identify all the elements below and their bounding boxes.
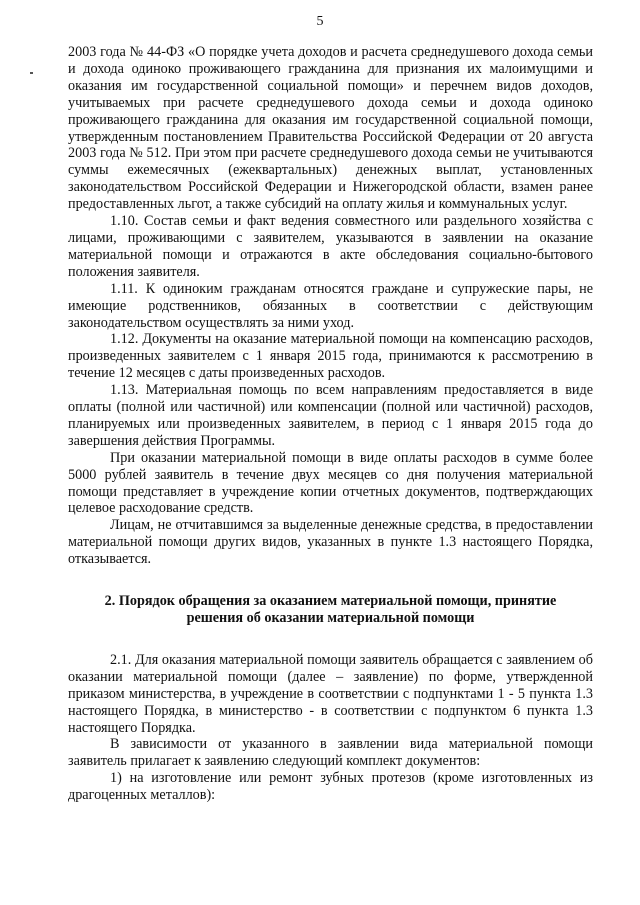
paragraph-income-rules: 2003 года № 44-ФЗ «О порядке учета доходов и расчета среднедушевого дохода семьи и дохода одиноко проживающего гражданина для признания их малоимущими и оказания им государственной социальной помощи» и перечнем видов доходов, учитываемых при расчете среднедушевого дохода семьи и дохода одиноко проживающего гражданина для оказания им государственной социальной помощи, утвержденным постановлением Правительства Российской Федерации от 20 августа 2003 года № 512. При этом при расчете среднедушевого дохода семьи не учитываются суммы ежемесячных (ежеквартальных) денежных выплат, установленных законодательством Российской Федерации и Нижегородской области, взамен ранее предоставленных льгот, а также субсидий на оплату жилья и коммунальных услуг. bbox=[68, 44, 593, 213]
paragraph-1-13: 1.13. Материальная помощь по всем направлениям предоставляется в виде оплаты (полной или частичной) или компенсации (полной или частичной) расходов, планируемых или произведенных заявителем, в период с 1 января 2015 года до завершения действия Программы. bbox=[68, 382, 593, 449]
paragraph-refusal: Лицам, не отчитавшимся за выделенные денежные средства, в предоставлении материальной помощи других видов, указанных в пункте 1.3 настоящего Порядка, отказывается. bbox=[68, 517, 593, 568]
section-heading-line-2: решения об оказании материальной помощи bbox=[186, 610, 475, 626]
scan-artifact-mark bbox=[30, 72, 33, 74]
paragraph-1-12: 1.12. Документы на оказание материальной помощи на компенсацию расходов, произведенных заявителем с 1 января 2015 года, принимаются к рассмотрению в течение 12 месяцев с даты произведенных расходов. bbox=[68, 331, 593, 382]
paragraph-payment-reporting: При оказании материальной помощи в виде оплаты расходов в сумме более 5000 рублей заявитель в течение двух месяцев со дня получения материальной помощи представляет в учреждение копии отчетных документов, подтверждающих целевое расходование средств. bbox=[68, 449, 593, 517]
paragraph-documents-set: В зависимости от указанного в заявлении вида материальной помощи заявитель прилагает к заявлению следующий комплект документов: bbox=[68, 736, 593, 770]
section-heading-line-1: 2. Порядок обращения за оказанием материальной помощи, принятие bbox=[104, 593, 557, 610]
paragraph-1-10: 1.10. Состав семьи и факт ведения совместного или раздельного хозяйства с лицами, проживающими с заявителем, указываются в заявлении на оказание материальной помощи и отражаются в акте обследования социально-бытового положения заявителя. bbox=[68, 213, 593, 280]
section-heading bbox=[68, 593, 593, 627]
document-body bbox=[68, 44, 593, 804]
paragraph-2-1: 2.1. Для оказания материальной помощи заявитель обращается с заявлением об оказании материальной помощи (далее – заявление) по форме, утвержденной приказом министерства, в учреждение в соответствии с подпунктами 1 - 5 пункта 1.3 настоящего Порядка, в министерство - в соответствии с подпунктом 6 пункта 1.3 настоящего Порядка. bbox=[68, 651, 593, 736]
paragraph-list-item-1: 1) на изготовление или ремонт зубных протезов (кроме изготовленных из драгоценных металлов): bbox=[68, 770, 593, 804]
page-number: 5 bbox=[316, 14, 324, 29]
paragraph-1-11: 1.11. К одиноким гражданам относятся граждане и супружеские пары, не имеющие родственников, обязанных в соответствии с действующим законодательством осуществлять за ними уход. bbox=[68, 280, 593, 331]
